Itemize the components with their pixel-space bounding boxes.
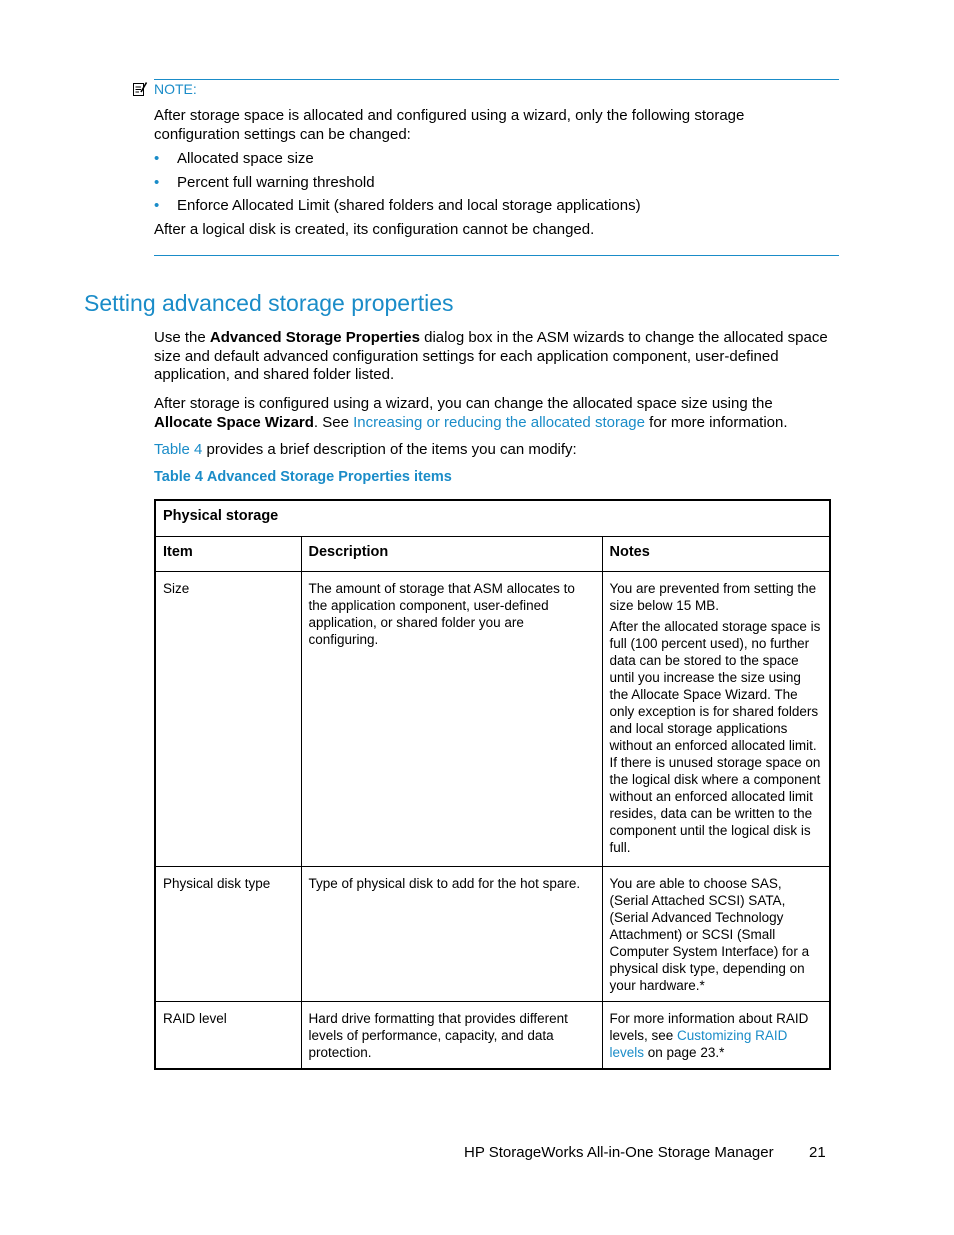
list-item: • Allocated space size bbox=[154, 150, 314, 167]
table-caption-title: Advanced Storage Properties items bbox=[206, 469, 452, 485]
intro-paragraph: Use the Advanced Storage Properties dialog box in the ASM wizards to change the allocated space size and default advanced configuration settings for each application component, user-defined application, and shared folder listed. bbox=[154, 329, 828, 383]
list-item: • Percent full warning threshold bbox=[154, 173, 375, 191]
increasing-storage-link[interactable]: Increasing or reducing the allocated storage bbox=[353, 413, 645, 431]
note-outro: After a logical disk is created, its configuration cannot be changed. bbox=[154, 221, 595, 238]
table-4-link[interactable]: Table 4 bbox=[154, 441, 203, 458]
cell-item: Physical disk type bbox=[155, 866, 301, 1001]
group-header: Physical storage bbox=[155, 500, 830, 536]
note-top-rule bbox=[154, 79, 839, 80]
column-header-item: Item bbox=[155, 536, 301, 571]
cell-item: Size bbox=[155, 571, 301, 866]
note-intro: After storage space is allocated and configured using a wizard, only the following storage configuration settings can be changed: bbox=[154, 107, 745, 143]
table-header-row bbox=[155, 536, 830, 571]
note-icon bbox=[132, 81, 148, 97]
note-header bbox=[132, 81, 197, 97]
cell-notes: You are able to choose SAS, (Serial Attached SCSI) SATA, (Serial Advanced Technology Attachment) or SCSI (Small Computer System Interface) for a physical disk type, depending on your hardware.* bbox=[602, 866, 830, 1001]
cell-item: RAID level bbox=[155, 1001, 301, 1069]
table-row bbox=[155, 571, 830, 866]
page-number: 21 bbox=[809, 1144, 826, 1161]
note-label: NOTE: bbox=[154, 81, 197, 97]
cell-notes: You are prevented from setting the size below 15 MB. After the allocated storage space is full (100 percent used), no further data can be stored to the space until you increase the size using the Allocate Space Wizard. The only exception is for shared folders and local storage applications without an enforced allocated limit. If there is unused storage space on the logical disk where a component without an enforced allocated limit resides, data can be written to the component until the logical disk is full. bbox=[602, 571, 830, 866]
note-bullet-list bbox=[154, 150, 834, 221]
table-row bbox=[155, 1001, 830, 1069]
table-row bbox=[155, 866, 830, 1001]
table-group-row bbox=[155, 500, 830, 536]
cell-notes: For more information about RAID levels, see Customizing RAID levels on page 23.* bbox=[602, 1001, 830, 1069]
table-reference-paragraph: Table 4 provides a brief description of the items you can modify: bbox=[154, 441, 577, 458]
customizing-raid-link[interactable]: Customizing RAID levels bbox=[609, 1027, 788, 1060]
section-title: Setting advanced storage properties bbox=[84, 290, 454, 316]
column-header-description: Description bbox=[301, 536, 602, 571]
note-bottom-rule bbox=[154, 255, 839, 256]
cell-description: Hard drive formatting that provides different levels of performance, capacity, and data protection. bbox=[301, 1001, 602, 1069]
table-caption bbox=[154, 469, 456, 485]
column-header-notes: Notes bbox=[602, 536, 830, 571]
table-caption-number: Table 4 bbox=[154, 469, 203, 485]
footer-title: HP StorageWorks All-in-One Storage Manager bbox=[464, 1144, 774, 1161]
cell-description: Type of physical disk to add for the hot spare. bbox=[301, 866, 602, 1001]
cell-description: The amount of storage that ASM allocates to the application component, user-defined application, or shared folder you are configuring. bbox=[301, 571, 602, 866]
list-item: • Enforce Allocated Limit (shared folders and local storage applications) bbox=[154, 197, 641, 214]
allocate-paragraph: After storage is configured using a wizard, you can change the allocated space size using the Allocate Space Wizard. See Increasing or reducing the allocated storage for more information. bbox=[154, 395, 788, 431]
advanced-storage-properties-table bbox=[154, 499, 831, 1070]
